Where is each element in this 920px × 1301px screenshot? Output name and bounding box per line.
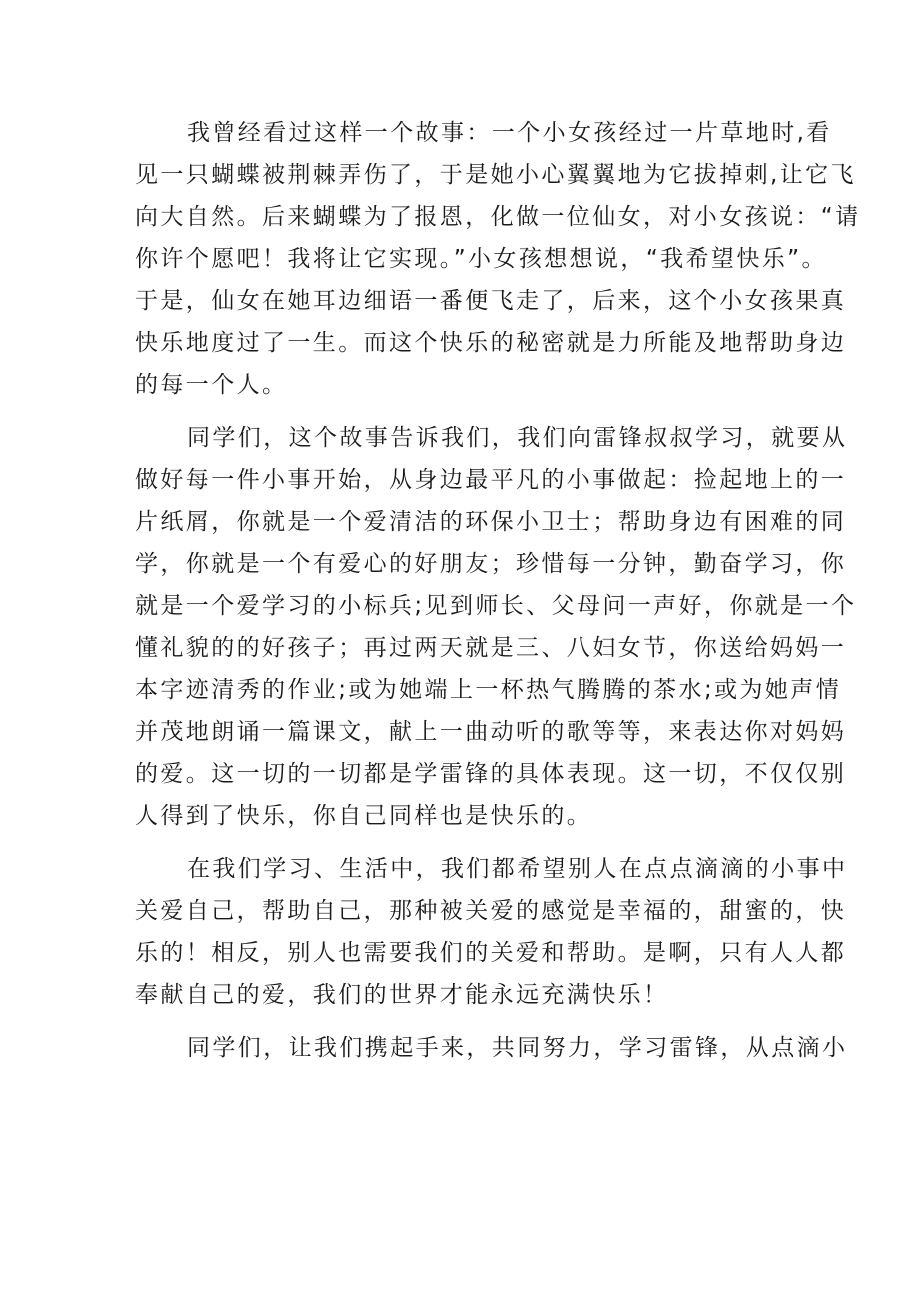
text-line: 本字迹清秀的作业;或为她端上一杯热气腾腾的茶水;或为她声情 [135,677,842,703]
text-line: 奉献自己的爱，我们的世界才能永远充满快乐！ [135,982,669,1008]
text-line: 懂礼貌的的好孩子；再过两天就是三、八妇女节，你送给妈妈一 [135,635,847,661]
paragraph-4 [135,1027,848,1069]
text-line: 我曾经看过这样一个故事：一个小女孩经过一片草地时,看 [187,120,832,146]
text-line: 你许个愿吧！我将让它实现。”小女孩想想说，“我希望快乐”。 [135,246,827,272]
paragraph-3 [135,848,848,1016]
text-line: 人得到了快乐，你自己同样也是快乐的。 [135,803,593,829]
text-line: 片纸屑，你就是一个爱清洁的环保小卫士；帮助身边有困难的同 [135,509,847,535]
text-line: 就是一个爱学习的小标兵;见到师长、父母问一声好，你就是一个 [135,593,857,619]
paragraph-2 [135,417,857,837]
paragraph-1 [135,112,861,406]
text-line: 同学们，让我们携起手来，共同努力，学习雷锋，从点滴小 [187,1035,848,1061]
text-line: 快乐地度过了一生。而这个快乐的秘密就是力所能及地帮助身边 [135,330,847,356]
text-line: 乐的！相反，别人也需要我们的关爱和帮助。是啊，只有人人都 [135,940,847,966]
text-line: 的爱。这一切的一切都是学雷锋的具体表现。这一切，不仅仅别 [135,761,847,787]
text-line: 见一只蝴蝶被荆棘弄伤了，于是她小心翼翼地为它拔掉刺,让它飞 [135,162,856,188]
text-line: 的每一个人。 [135,372,288,398]
text-line: 同学们，这个故事告诉我们，我们向雷锋叔叔学习，就要从 [187,425,848,451]
text-line: 于是，仙女在她耳边细语一番便飞走了，后来，这个小女孩果真 [135,288,847,314]
text-line: 向大自然。后来蝴蝶为了报恩，化做一位仙女，对小女孩说：“请 [135,204,861,230]
body-text [135,112,861,1069]
text-line: 学，你就是一个有爱心的好朋友；珍惜每一分钟，勤奋学习，你 [135,551,847,577]
text-line: 并茂地朗诵一篇课文，献上一曲动听的歌等等，来表达你对妈妈 [135,719,847,745]
text-line: 在我们学习、生活中，我们都希望别人在点点滴滴的小事中 [187,856,848,882]
text-line: 关爱自己，帮助自己，那种被关爱的感觉是幸福的，甜蜜的，快 [135,898,847,924]
text-line: 做好每一件小事开始，从身边最平凡的小事做起：捡起地上的一 [135,467,847,493]
